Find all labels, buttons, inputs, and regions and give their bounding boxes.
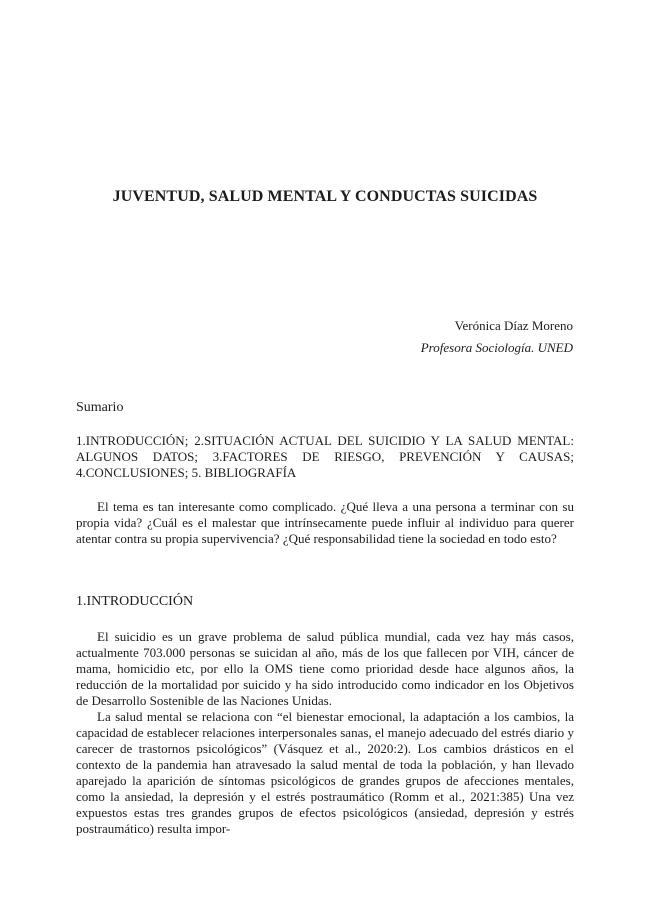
chapter-title: JUVENTUD, SALUD MENTAL Y CONDUCTAS SUICIDAS xyxy=(112,188,538,205)
table-of-contents: 1.INTRODUCCIÓN; 2.SITUACIÓN ACTUAL DEL SUICIDIO Y LA SALUD MENTAL: ALGUNOS DATOS; 3.FACTORES DE RIESGO, PREVENCIÓN Y CAUSAS; 4.CONCLUSIONES; 5. BIBLIOGRAFÍA xyxy=(76,433,574,480)
author-name: Verónica Díaz Moreno xyxy=(454,318,573,333)
body-paragraph: La salud mental se relaciona con “el bienestar emocional, la adaptación a los cambios, la capacidad de establecer relaciones interpersonales sanas, el manejo adecuado del estrés diario y carecer de trastornos psicológicos” (Vásquez et al., 2020:2). Los cambios drásticos en el contexto de la pandemia han atravesado la salud mental de toda la población, y han llevado aparejado la aparición de síntomas psicológicos de grandes grupos de afecciones mentales, como la ansiedad, la depresión y el estrés postraumático (Romm et al., 2021:385) Una vez expuestos estas tres grandes grupos de efectos psicológicos (ansiedad, depresión y estrés postraumático) resulta impor- xyxy=(76,709,574,836)
section-body xyxy=(76,629,574,837)
author-affiliation: Profesora Sociología. UNED xyxy=(420,340,573,355)
section-heading-introduccion: 1.INTRODUCCIÓN xyxy=(76,594,194,609)
intro-paragraph: El tema es tan interesante como complicado. ¿Qué lleva a una persona a terminar con su propia vida? ¿Cuál es el malestar que intrínsecamente puede influir al individuo para querer atentar contra su propia supervivencia? ¿Qué responsabilidad tiene la sociedad en todo esto? xyxy=(76,499,574,546)
author-block xyxy=(421,315,573,359)
sumario-heading: Sumario xyxy=(76,400,124,415)
body-paragraph: El suicidio es un grave problema de salud pública mundial, cada vez hay más casos, actualmente 703.000 personas se suicidan al año, más de los que fallecen por VIH, cáncer de mama, homicidio etc, por ello la OMS tiene como prioridad desde hace algunos años, la reducción de la mortalidad por suicido y ha sido introducido como indicador en los Objetivos de Desarrollo Sostenible de las Naciones Unidas. xyxy=(76,629,574,708)
intro-paragraph-block xyxy=(76,499,574,547)
